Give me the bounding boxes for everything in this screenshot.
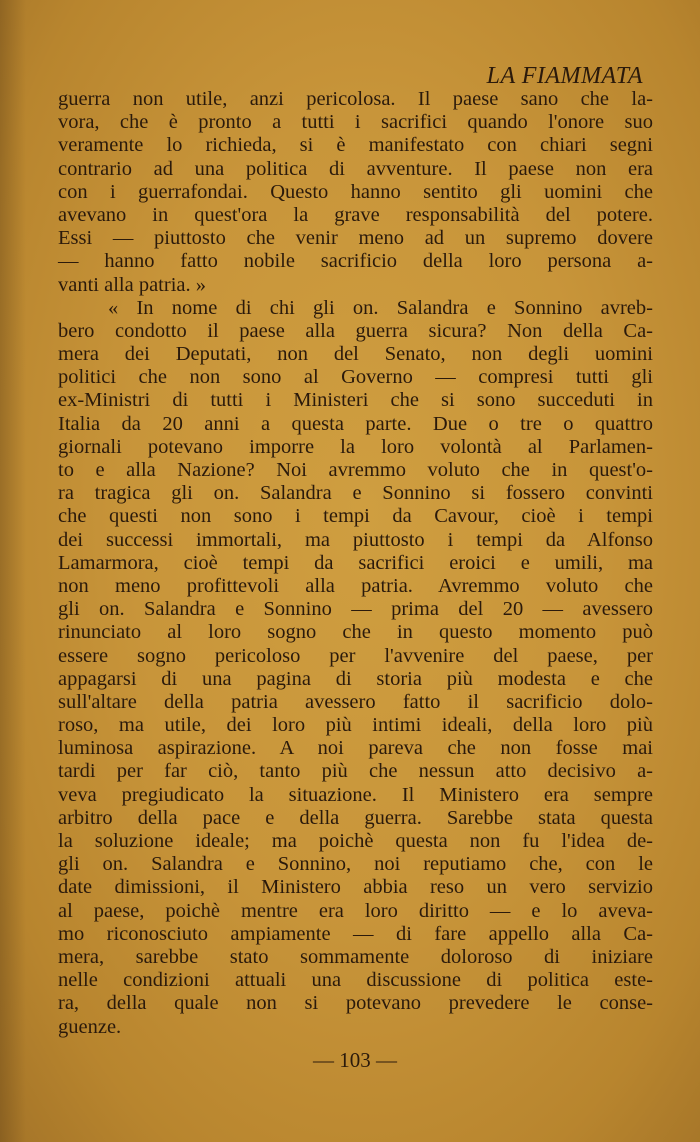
text-line: bero condotto il paese alla guerra sicura? Non della Ca-: [58, 319, 653, 342]
text-line: guerra non utile, anzi pericolosa. Il paese sano che la-: [58, 88, 653, 110]
text-line: roso, ma utile, dei loro più intimi ideali, della loro più: [58, 714, 653, 737]
text-line: to e alla Nazione? Noi avremmo voluto che in quest'o-: [58, 459, 653, 481]
text-line: guenze.: [58, 1015, 122, 1038]
text-line: ra, della quale non si potevano prevedere le conse-: [58, 992, 653, 1015]
text-line: che questi non sono i tempi da Cavour, cioè i tempi: [58, 505, 653, 528]
text-line: luminosa aspirazione. A noi pareva che non fosse mai: [58, 737, 653, 760]
text-line: mera, sarebbe stato sommamente doloroso di iniziare: [58, 945, 653, 968]
text-line: avevano in quest'ora la grave responsabilità del potere.: [58, 203, 653, 226]
text-line: dei successi immortali, ma piuttosto i tempi da Alfonso: [58, 528, 653, 551]
text-line: date dimissioni, il Ministero abbia reso un vero servizio: [58, 876, 653, 899]
text-line: ex-Ministri di tutti i Ministeri che si sono succeduti in: [58, 389, 653, 412]
text-line: vora, che è pronto a tutti i sacrifici quando l'onore suo: [58, 111, 653, 134]
text-line: con i guerrafondai. Questo hanno sentito gli uomini che: [58, 180, 653, 203]
text-line: la soluzione ideale; ma poichè questa non fu l'idea de-: [58, 830, 653, 852]
text-line: tardi per far ciò, tanto più che nessun atto decisivo a-: [58, 760, 653, 783]
text-line: « In nome di chi gli on. Salandra e Sonnino avreb-: [108, 296, 653, 319]
text-line: Lamarmora, cioè tempi da sacrifici eroici e umili, ma: [58, 551, 653, 574]
text-line: nelle condizioni attuali una discussione di politica este-: [58, 969, 653, 992]
text-line: mo riconosciuto ampiamente — di fare appello alla Ca-: [58, 922, 653, 945]
page-number: — 103 —: [313, 1048, 397, 1072]
text-line: Italia da 20 anni a questa parte. Due o tre o quattro: [58, 412, 653, 435]
text-line: ra tragica gli on. Salandra e Sonnino si fossero convinti: [58, 482, 653, 505]
text-line: sull'altare della patria avessero fatto il sacrificio dolo-: [58, 690, 653, 713]
text-line: mera dei Deputati, non del Senato, non degli uomini: [58, 343, 653, 366]
text-line: arbitro della pace e della guerra. Sarebbe stata questa: [58, 806, 653, 829]
text-line: contrario ad una politica di avventure. Il paese non era: [58, 157, 653, 180]
text-line: vanti alla patria. »: [58, 273, 206, 296]
text-line: rinunciato al loro sogno che in questo momento può: [58, 621, 653, 644]
text-line: giornali potevano imporre la loro volontà al Parlamen-: [58, 435, 653, 458]
body-text: [58, 88, 653, 1039]
text-line: essere sogno pericoloso per l'avvenire del paese, per: [58, 644, 653, 667]
page-gutter-shadow: [0, 0, 26, 1142]
running-head: LA FIAMMATA: [486, 63, 643, 89]
text-line: Essi — piuttosto che venir meno ad un supremo dovere: [58, 227, 653, 250]
text-line: al paese, poichè mentre era loro diritto — e lo aveva-: [58, 899, 653, 922]
text-line: gli on. Salandra e Sonnino — prima del 20 — avessero: [58, 598, 653, 621]
text-line: gli on. Salandra e Sonnino, noi reputiamo che, con le: [58, 853, 653, 876]
text-line: veva pregiudicato la situazione. Il Ministero era sempre: [58, 783, 653, 806]
text-line: politici che non sono al Governo — compresi tutti gli: [58, 366, 653, 389]
text-line: non meno profittevoli alla patria. Avremmo voluto che: [58, 574, 653, 597]
text-line: veramente lo richieda, si è manifestato con chiari segni: [58, 134, 653, 157]
text-line: appagarsi di una pagina di storia più modesta e che: [58, 667, 653, 690]
text-line: — hanno fatto nobile sacrificio della loro persona a-: [58, 250, 653, 273]
